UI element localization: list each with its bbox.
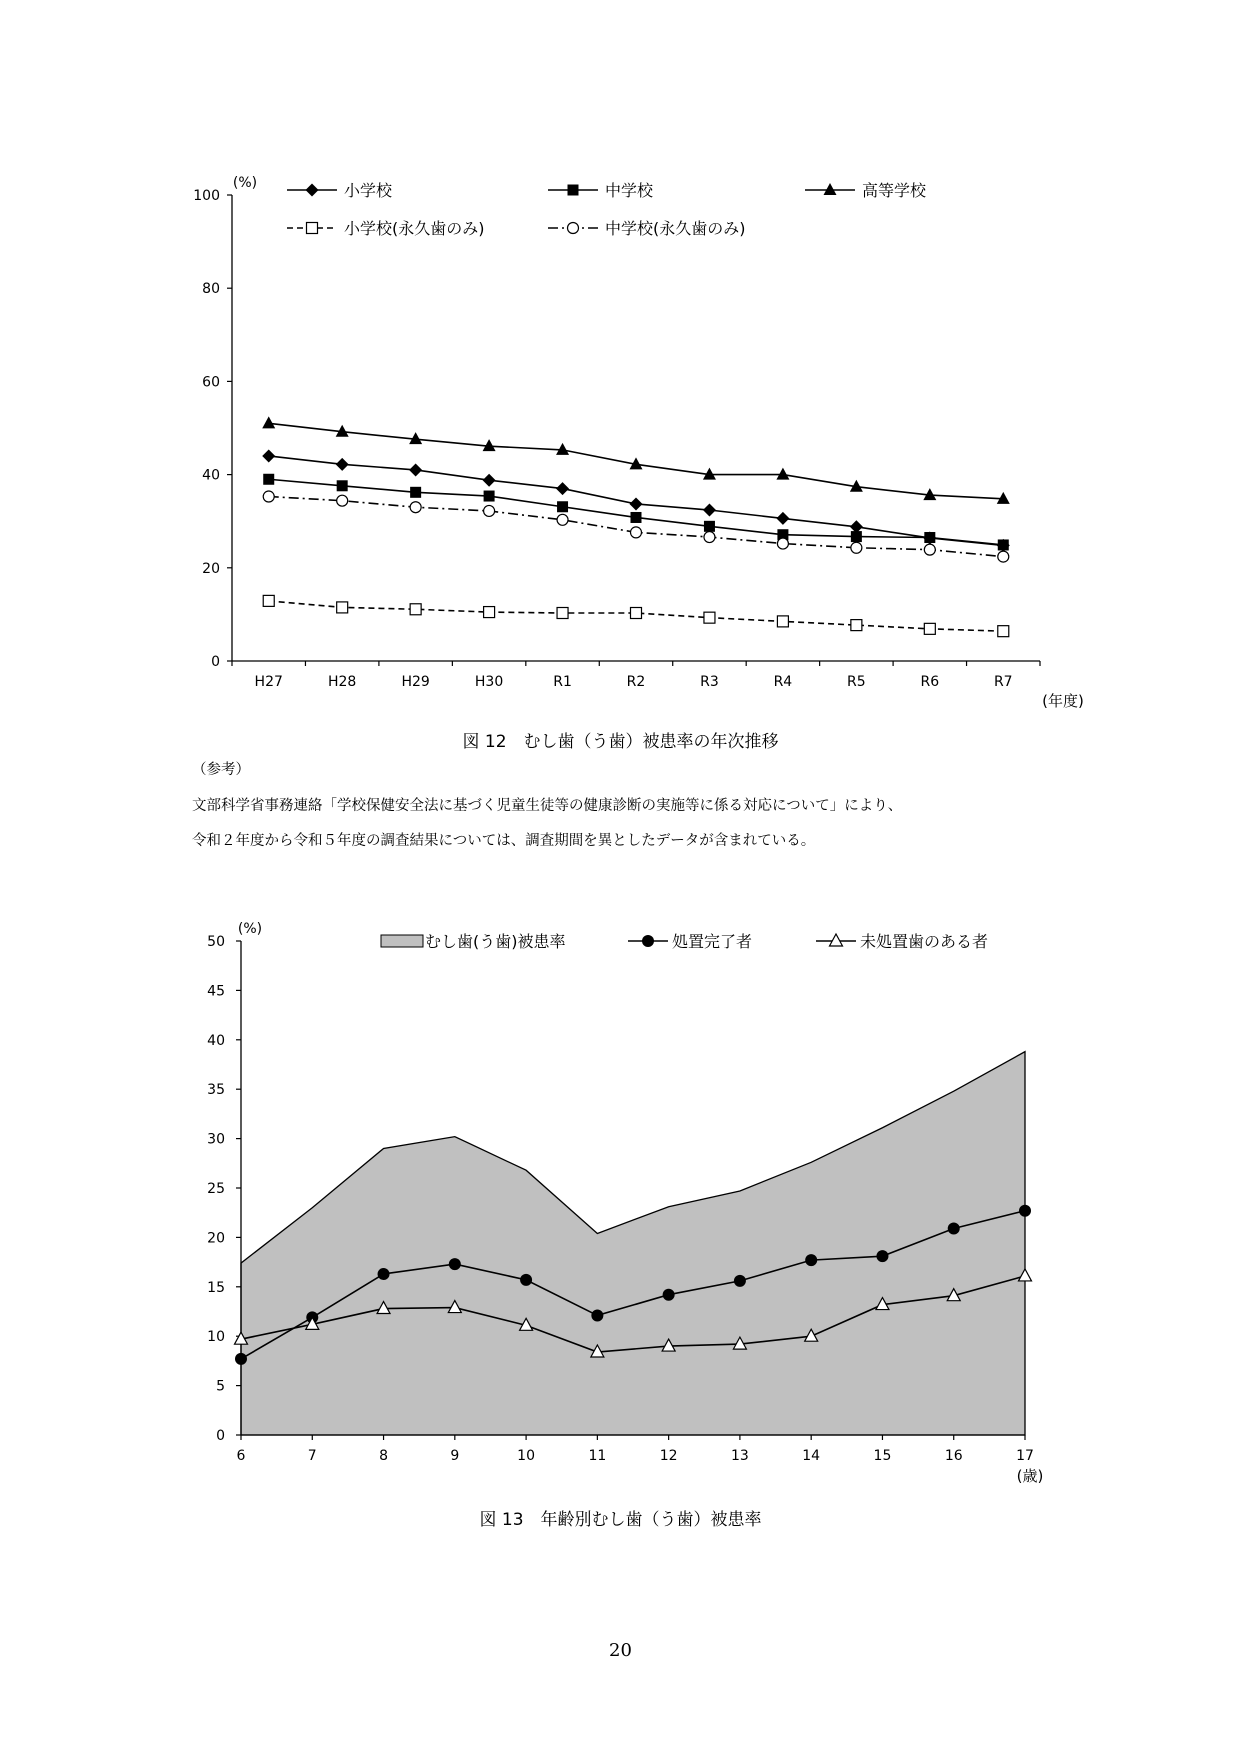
y-tick-label: 80 [202,281,220,298]
x-tick-label: R5 [847,674,866,690]
y-tick-label: 20 [202,560,220,577]
note-line-2: 令和２年度から令和５年度の調査結果については、調査期間を異としたデータが含まれている。 [192,833,816,849]
y-tick-label: 35 [207,1082,225,1099]
x-tick-label: R2 [626,674,646,690]
legend-marker [830,934,843,946]
figure13-caption: 図 13 年齢別むし歯（う歯）被患率 [479,1510,762,1530]
y-tick-label: 20 [207,1230,225,1247]
data-point [520,1274,532,1286]
note-line-1: 文部科学省事務連絡「学校保健安全法に基づく児童生徒等の健康診断の実施等に係る対応について」により、 [192,798,903,814]
legend-marker [642,935,654,947]
data-point [876,1250,888,1262]
x-tick-label: R3 [700,674,719,690]
data-point [948,1223,960,1235]
x-tick-label: R4 [773,674,793,690]
y-tick-label: 100 [193,188,220,204]
legend-swatch [381,935,423,947]
page-number: 20 [609,1640,632,1661]
data-point [449,1258,461,1270]
x-tick-label: R6 [920,674,940,690]
x-tick-label: 14 [802,1448,821,1464]
data-point [663,1289,675,1301]
data-point [378,1268,390,1280]
x-tick-label: 13 [730,1448,749,1464]
x-tick-label: 6 [236,1448,246,1464]
y-axis-unit: (%) [237,921,263,937]
x-tick-label: 17 [1016,1448,1034,1464]
x-tick-label: H27 [254,674,283,690]
y-tick-label: 40 [202,467,220,484]
y-tick-label: 30 [207,1131,225,1148]
legend-label: むし歯(う歯)被患率 [425,932,566,951]
x-tick-label: H28 [328,674,357,690]
data-point [805,1254,817,1266]
legend-label: 未処置歯のある者 [860,932,989,951]
x-tick-label: R1 [553,674,572,690]
note-heading: （参考） [192,762,250,778]
y-tick-label: 0 [211,654,220,670]
x-tick-label: 15 [873,1448,892,1464]
y-tick-label: 45 [207,983,225,1000]
x-tick-label: R7 [993,674,1013,690]
x-tick-label: H29 [401,674,430,690]
legend-label: 小学校 [344,181,393,200]
legend-label: 中学校(永久歯のみ) [605,219,746,238]
x-tick-label: 7 [307,1448,317,1464]
x-tick-label: 12 [659,1448,678,1464]
x-tick-label: 8 [379,1448,389,1464]
y-tick-label: 5 [216,1378,225,1395]
y-axis-unit: (%) [232,175,258,191]
y-tick-label: 25 [207,1181,225,1197]
area-series [241,1052,1025,1435]
data-point [1019,1205,1031,1217]
legend-label: 処置完了者 [672,932,753,951]
figure12-caption: 図 12 むし歯（う歯）被患率の年次推移 [462,732,779,752]
data-point [591,1309,603,1321]
x-tick-label: 11 [588,1448,607,1464]
y-tick-label: 40 [207,1032,225,1049]
legend-item [816,932,988,951]
x-tick-label: H30 [474,674,504,690]
x-axis-unit: (歳) [1016,1467,1044,1485]
y-tick-label: 50 [207,934,225,950]
legend-label: 中学校 [605,181,654,200]
x-tick-label: 16 [944,1448,963,1464]
x-axis-unit: (年度) [1042,692,1084,710]
legend-item [628,932,752,951]
legend-label: 高等学校 [862,181,927,200]
data-point [235,1353,247,1365]
y-tick-label: 0 [216,1428,225,1444]
x-tick-label: 10 [517,1448,536,1464]
legend-item [381,932,566,951]
y-tick-label: 10 [207,1329,225,1346]
y-tick-label: 60 [202,374,220,391]
legend-label: 小学校(永久歯のみ) [344,219,485,238]
data-point [734,1275,746,1287]
x-tick-label: 9 [450,1448,460,1464]
y-tick-label: 15 [207,1279,225,1296]
